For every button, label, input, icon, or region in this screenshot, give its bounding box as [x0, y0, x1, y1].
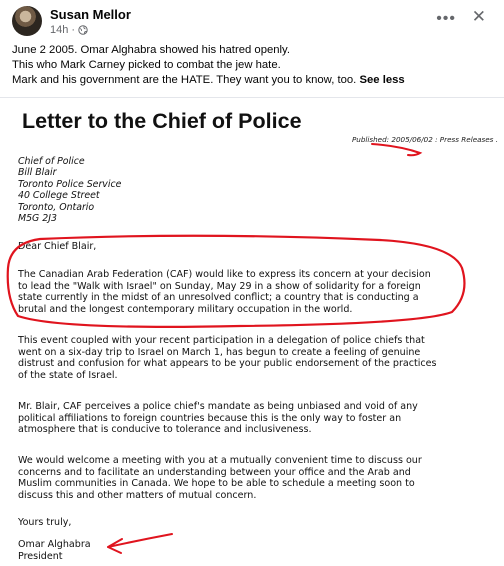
paragraph-line: Mr. Blair, CAF perceives a police chief's mandate as being unbiased and void of any [18, 401, 418, 412]
signature-name: Omar Alghabra [18, 539, 91, 550]
post-text-line: This who Mark Carney picked to combat the jew hate. [12, 59, 281, 71]
salutation [18, 241, 470, 253]
paragraph-4 [18, 455, 470, 501]
paragraph-line: atmosphere that is conducive to tolerance and inclusiveness. [18, 424, 312, 436]
post-text-line [12, 73, 496, 88]
post-text-line-content: Mark and his government are the HATE. They want you to know, too. [12, 74, 357, 86]
post-text-line: June 2 2005. Omar Alghabra showed his hatred openly. [12, 44, 290, 56]
salutation-text: Dear Chief Blair, [18, 241, 97, 252]
see-less-link[interactable]: See less [359, 74, 405, 86]
closing [18, 517, 470, 529]
paragraph-line: This event coupled with your recent participation in a delegation of police chiefs that [18, 335, 425, 346]
more-options-icon[interactable]: ••• [436, 10, 456, 27]
paragraph-line: brutal and the longest contemporary military occupation in the world. [18, 303, 353, 315]
paragraph-line: The Canadian Arab Federation (CAF) would like to express its concern at your decision [18, 269, 431, 280]
closing-text: Yours truly, [18, 517, 72, 528]
signature-title: President [18, 550, 63, 562]
address-line: Toronto Police Service [18, 178, 122, 190]
paragraph-line: We would welcome a meeting with you at a mutually convenient time to discuss our [18, 455, 422, 466]
close-icon[interactable]: ✕ [471, 7, 486, 26]
paragraph-line: went on a six-day trip to Israel on March 1, has begun to create a feeling of genuine [18, 346, 421, 358]
post-time[interactable]: 14h [50, 24, 69, 36]
paragraph-2 [18, 335, 470, 381]
underline-annotation [372, 144, 420, 155]
paragraph-line: discuss this and other matters of mutual concern. [18, 489, 257, 501]
letter-image[interactable] [0, 97, 504, 566]
address-line: M5G 2J3 [18, 213, 57, 225]
globe-icon [78, 25, 88, 35]
paragraph-line: Muslim communities in Canada. We hope to be able to schedule a meeting soon to [18, 478, 415, 490]
post-text [12, 43, 496, 88]
letter-title: Letter to the Chief of Police [22, 109, 302, 133]
address-block [18, 156, 121, 224]
avatar[interactable] [12, 6, 42, 36]
author-name[interactable]: Susan Mellor [50, 7, 131, 22]
post-meta [50, 24, 88, 36]
meta-separator: · [71, 24, 76, 36]
paragraph-line: distrust and confusion for what appears to be your public endorsement of the practices [18, 358, 437, 370]
paragraph-line: concerns and to facilitate an understanding between your office and the Arab and [18, 466, 411, 478]
address-line: Toronto, Ontario [18, 201, 95, 213]
published-line: Published: 2005/06/02 : Press Releases . [351, 135, 498, 144]
paragraph-line: political affiliations to foreign countries because this is the only way to foster an [18, 412, 402, 424]
post-header [12, 6, 492, 42]
address-line: 40 College Street [18, 190, 100, 202]
address-line: Chief of Police [18, 156, 85, 167]
paragraph-line: to lead the "Walk with Israel" on Sunday, May 29 in a show of solidarity for a foreign [18, 280, 421, 292]
paragraph-3 [18, 401, 470, 436]
signature-block [18, 539, 470, 562]
paragraph-line: of the state of Israel. [18, 369, 118, 381]
paragraph-line: state currently in the midst of an unresolved conflict; a country that is conducting a [18, 292, 419, 304]
address-line: Bill Blair [18, 167, 57, 179]
paragraph-1 [18, 269, 470, 315]
